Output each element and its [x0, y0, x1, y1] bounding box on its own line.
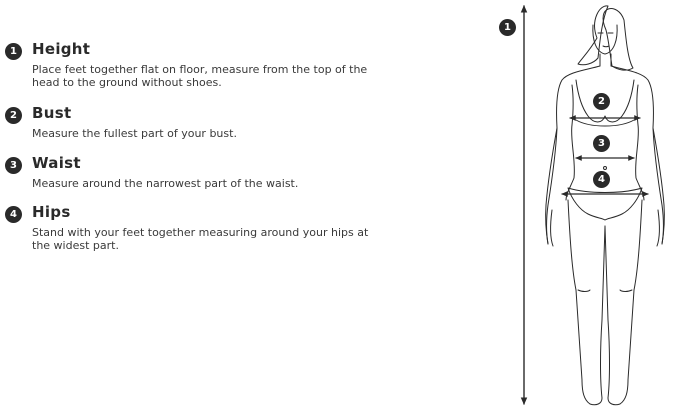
hips-number-badge: 4 [5, 206, 22, 223]
bust-number-badge: 2 [5, 107, 22, 124]
bust-title: Bust [32, 104, 72, 122]
height-figure-marker: 1 [499, 19, 516, 36]
waist-figure-marker: 3 [593, 135, 610, 152]
right-torso [636, 85, 644, 200]
hips-figure-marker: 4 [593, 171, 610, 188]
right-leg [605, 200, 642, 405]
waist-title: Waist [32, 154, 81, 172]
body-outline-illustration [490, 0, 700, 409]
left-torso [566, 85, 574, 200]
knees [578, 290, 632, 292]
hips-description: Stand with your feet together measuring around your hips at the widest part. [32, 226, 369, 252]
navel [604, 167, 607, 170]
waist-description: Measure around the narrowest part of the waist. [32, 177, 299, 190]
underwear [568, 188, 642, 220]
bra-band [576, 120, 634, 126]
bust-description: Measure the fullest part of your bust. [32, 127, 237, 140]
height-number-badge: 1 [5, 43, 22, 60]
left-leg [568, 200, 605, 405]
waist-number-badge: 3 [5, 157, 22, 174]
hair-right [603, 9, 633, 71]
height-description: Place feet together flat on floor, measure from the top of the head to the ground without shoes. [32, 63, 368, 89]
body-measurement-figure [490, 0, 700, 409]
mouth [603, 46, 609, 47]
neck [600, 54, 611, 66]
hips-title: Hips [32, 203, 71, 221]
bust-figure-marker: 2 [593, 93, 610, 110]
height-title: Height [32, 40, 91, 58]
